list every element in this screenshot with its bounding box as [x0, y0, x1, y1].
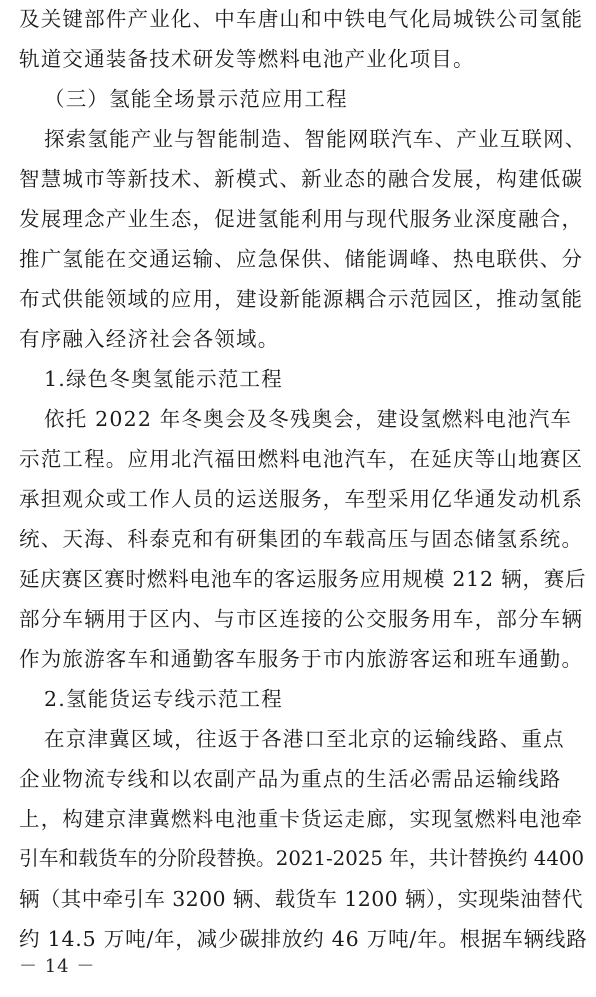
text-line: 有序融入经济社会各领域。	[19, 327, 280, 351]
text-line: 约 14.5 万吨/年，减少碳排放约 46 万吨/年。根据车辆线路	[19, 927, 588, 951]
text-line: 部分车辆用于区内、与市区连接的公交服务用车，部分车辆	[19, 607, 584, 631]
text-line: 探索氢能产业与智能制造、智能网联汽车、产业互联网、	[44, 127, 587, 151]
text-line: 承担观众或工作人员的运送服务，车型采用亿华通发动机系	[19, 487, 584, 511]
section-heading: （三）氢能全场景示范应用工程	[44, 87, 348, 111]
text-line: 发展理念产业生态，促进氢能利用与现代服务业深度融合，	[19, 207, 584, 231]
text-line: 智慧城市等新技术、新模式、新业态的融合发展，构建低碳	[19, 167, 584, 191]
text-line: 辆（其中牵引车 3200 辆、载货车 1200 辆），实现柴油替代	[19, 887, 583, 911]
text-line: 作为旅游客车和通勤客车服务于市内旅游客运和班车通勤。	[19, 647, 584, 671]
text-line: 依托 2022 年冬奥会及冬残奥会，建设氢燃料电池汽车	[44, 407, 573, 431]
text-line: 示范工程。应用北汽福田燃料电池汽车，在延庆等山地赛区	[19, 447, 584, 471]
subsection-heading: 2.氢能货运专线示范工程	[44, 687, 283, 711]
page-number: － 14 －	[19, 956, 96, 977]
text-line: 企业物流专线和以农副产品为重点的生活必需品运输线路	[19, 767, 562, 791]
text-line: 轨道交通装备技术研发等燃料电池产业化项目。	[19, 47, 475, 71]
text-line: 统、天海、科泰克和有研集团的车载高压与固态储氢系统。	[19, 527, 584, 551]
text-line: 延庆赛区赛时燃料电池车的客运服务应用规模 212 辆，赛后	[19, 567, 587, 591]
subsection-heading: 1.绿色冬奥氢能示范工程	[44, 367, 283, 391]
text-line: 引车和载货车的分阶段替换。2021-2025 年，共计替换约 4400	[19, 847, 585, 870]
text-line: 在京津冀区域，往返于各港口至北京的运输线路、重点	[44, 727, 565, 751]
text-line: 布式供能领域的应用，建设新能源耦合示范园区，推动氢能	[19, 287, 584, 311]
text-line: 推广氢能在交通运输、应急保供、储能调峰、热电联供、分	[19, 247, 584, 271]
text-line: 及关键部件产业化、中车唐山和中铁电气化局城铁公司氢能	[19, 7, 584, 31]
text-line: 上，构建京津冀燃料电池重卡货运走廊，实现氢燃料电池牵	[19, 807, 584, 831]
